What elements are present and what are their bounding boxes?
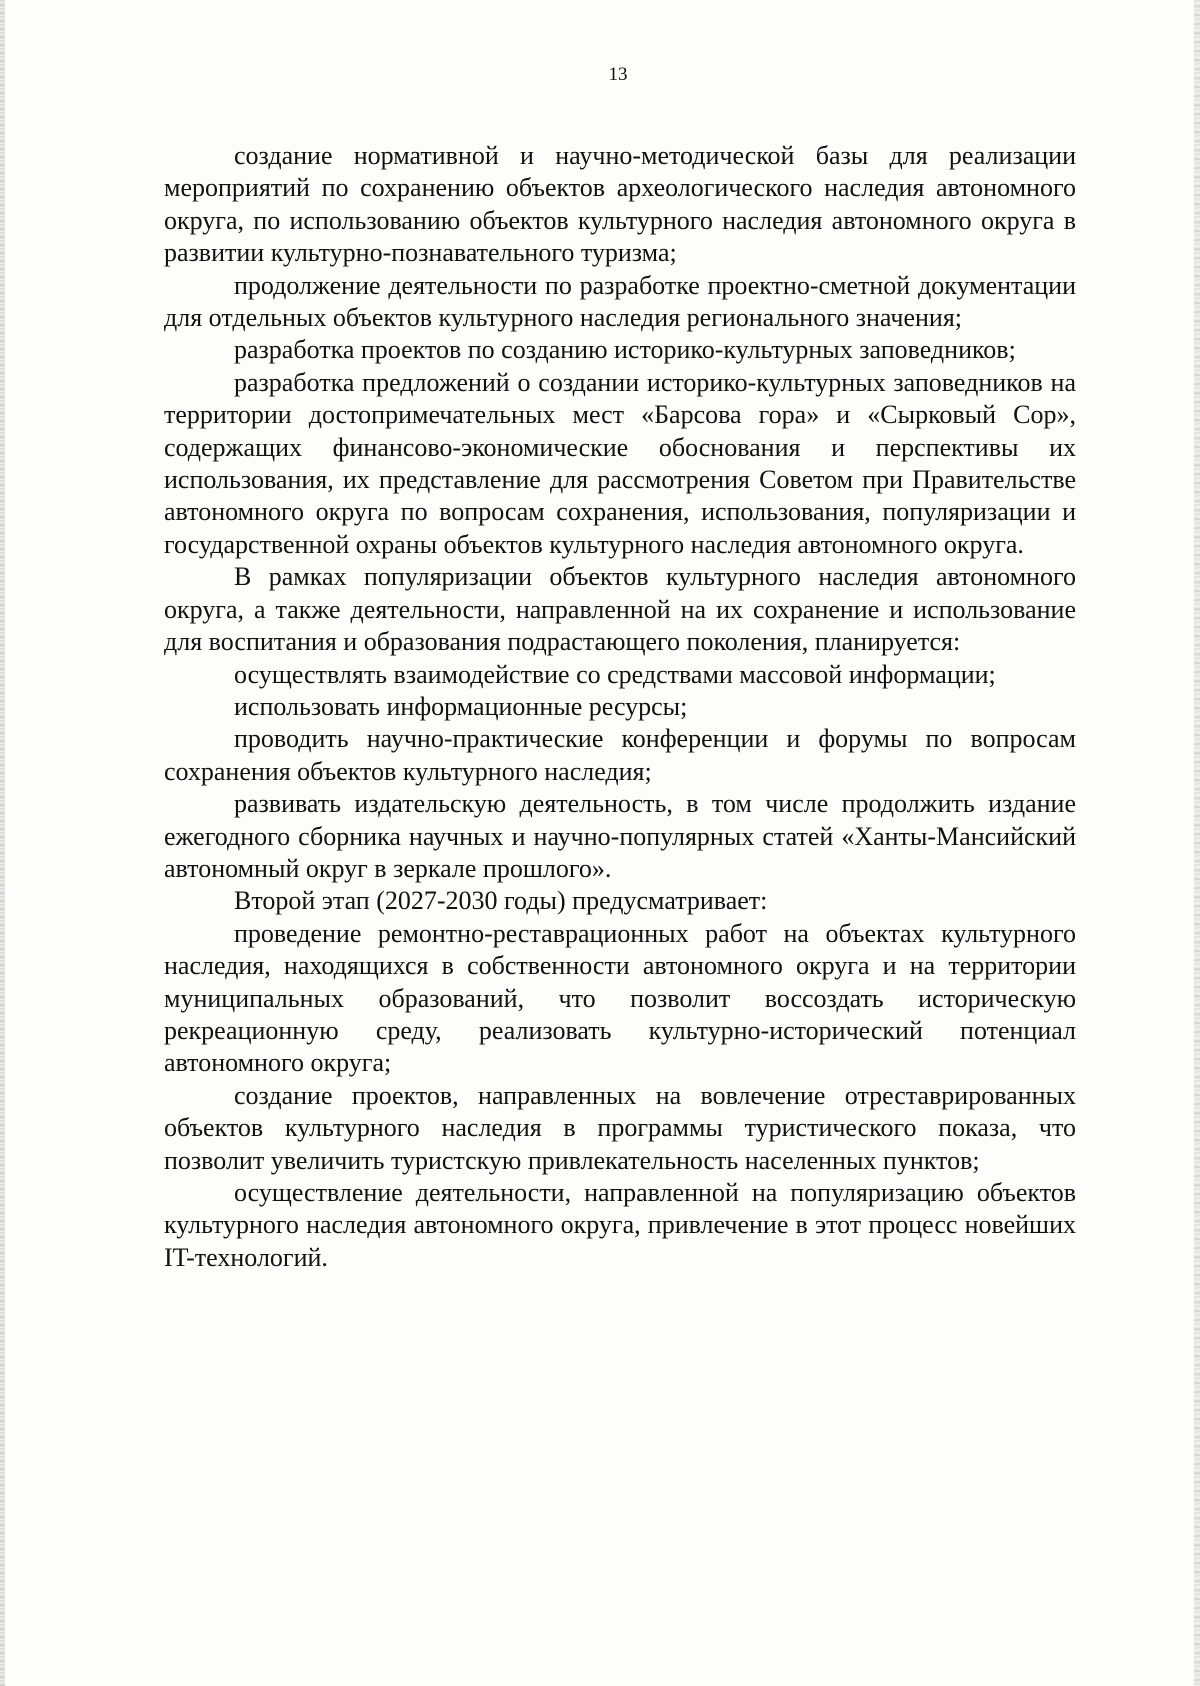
paragraph: развивать издательскую деятельность, в том числе продолжить издание ежегодного сборника научных и научно-популярных статей «Ханты-Мансийский автономный округ в зеркале прошлого». (164, 789, 1076, 883)
paragraph: создание нормативной и научно-методической базы для реализации мероприятий по сохранению объектов археологического наследия автономного округа, по использованию объектов культурного наследия автономного округа в развитии культурно-познавательного туризма; (164, 141, 1076, 268)
paragraph: осуществлять взаимодействие со средствами массовой информации; (234, 659, 996, 689)
paragraph: В рамках популяризации объектов культурного наследия автономного округа, а также деятельности, направленной на их сохранение и использование для воспитания и образования подрастающего поколения, планируется: (164, 562, 1076, 657)
page-number: 13 (608, 64, 628, 85)
paragraph: проводить научно-практические конференции и форумы по вопросам сохранения объектов культурного наследия; (164, 724, 1076, 786)
document-body (164, 140, 1076, 1274)
paragraph: осуществление деятельности, направленной на популяризацию объектов культурного наследия автономного округа, привлечение в этот процесс новейших IT-технологий. (164, 1178, 1076, 1272)
paragraph: разработка проектов по созданию историко-культурных заповедников; (234, 335, 1016, 365)
scan-edge-right (1194, 0, 1200, 1686)
paragraph: использовать информационные ресурсы; (234, 691, 688, 721)
paragraph: создание проектов, направленных на вовлечение отреставрированных объектов культурного наследия в программы туристического показа, что позволит увеличить туристскую привлекательность населенных пунктов; (164, 1080, 1076, 1175)
paragraph: продолжение деятельности по разработке проектно-сметной документации для отдельных объектов культурного наследия регионального значения; (164, 270, 1076, 333)
scan-edge-left (0, 0, 5, 1686)
paragraph: разработка предложений о создании историко-культурных заповедников на территории достопримечательных мест «Барсова гора» и «Сырковый Сор», содержащих финансово-экономические обоснования и перспективы их использования, их представление для рассмотрения Советом при Правительстве автономного округа по вопросам сохранения, использования, популяризации и государственной охраны объектов культурного наследия автономного округа. (164, 367, 1076, 559)
paragraph: Второй этап (2027-2030 годы) предусматривает: (234, 886, 768, 916)
paragraph: проведение ремонтно-реставрационных работ на объектах культурного наследия, находящихся в собственности автономного округа и на территории муниципальных образований, что позволит воссоздать историческую рекреационную среду, реализовать культурно-исторический потенциал автономного округа; (164, 918, 1076, 1078)
